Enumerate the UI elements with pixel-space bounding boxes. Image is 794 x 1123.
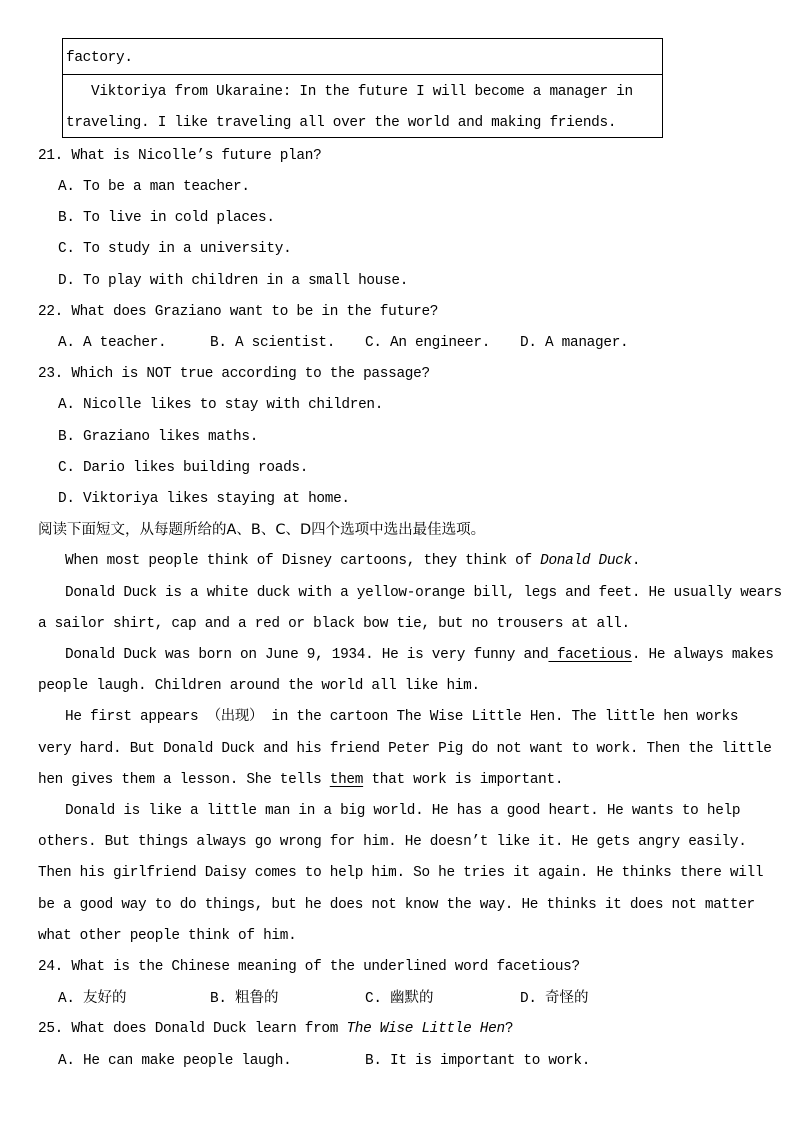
table-row-text: traveling. I like traveling all over the world and making friends. — [66, 115, 617, 131]
passage-paragraph-5-line: Then his girlfriend Daisy comes to help him. So he tries it again. He thinks there will — [38, 865, 764, 881]
passage-paragraph-2-line: a sailor shirt, cap and a red or black bow tie, but no trousers at all. — [38, 616, 630, 632]
q22-option-d[interactable]: D. A manager. — [520, 335, 629, 351]
passage-paragraph-5-line: Donald is like a little man in a big world. He has a good heart. He wants to help — [65, 803, 741, 819]
q21-option-c[interactable]: C. To study in a university. — [58, 241, 292, 257]
underlined-word-them: them — [329, 772, 364, 788]
q25-option-b[interactable]: B. It is important to work. — [365, 1053, 591, 1069]
passage-paragraph-4-line: He first appears （出现） in the cartoon The Wise Little Hen. The little hen works — [65, 709, 739, 725]
passage-paragraph-1: When most people think of Disney cartoons, they think of Donald Duck. — [65, 553, 641, 569]
underlined-word-facetious: facetious — [548, 647, 632, 663]
table-row-text: Viktoriya from Ukaraine: In the future I will become a manager in — [66, 84, 633, 100]
question-25-stem: 25. What does Donald Duck learn from The Wise Little Hen? — [38, 1021, 514, 1037]
passage-paragraph-5-line: what other people think of him. — [38, 928, 297, 944]
q21-option-b[interactable]: B. To live in cold places. — [58, 210, 275, 226]
question-23-stem: 23. Which is NOT true according to the passage? — [38, 366, 430, 382]
q23-option-a[interactable]: A. Nicolle likes to stay with children. — [58, 397, 384, 413]
q22-option-a[interactable]: A. A teacher. — [58, 335, 167, 351]
question-24-stem: 24. What is the Chinese meaning of the underlined word facetious? — [38, 959, 580, 975]
table-row-text: factory. — [66, 50, 133, 66]
passage-paragraph-4-line: very hard. But Donald Duck and his friend Peter Pig do not want to work. Then the little — [38, 741, 772, 757]
passage-paragraph-2-line: Donald Duck is a white duck with a yellow-orange bill, legs and feet. He usually wears — [65, 585, 782, 601]
q22-option-c[interactable]: C. An engineer. — [365, 335, 491, 351]
reading-instruction: 阅读下面短文，从每题所给的A、B、C、D四个选项中选出最佳选项。 — [38, 522, 486, 538]
table-divider — [63, 74, 662, 75]
q21-option-a[interactable]: A. To be a man teacher. — [58, 179, 250, 195]
q21-option-d[interactable]: D. To play with children in a small house. — [58, 273, 409, 289]
question-21-stem: 21. What is Nicolle’s future plan? — [38, 148, 322, 164]
title-donald-duck: Donald Duck — [540, 553, 632, 569]
q24-option-a[interactable]: A. 友好的 — [58, 990, 127, 1007]
q24-option-b[interactable]: B. 粗鲁的 — [210, 990, 279, 1007]
q23-option-d[interactable]: D. Viktoriya likes staying at home. — [58, 491, 350, 507]
passage-paragraph-5-line: be a good way to do things, but he does not know the way. He thinks it does not matter — [38, 897, 755, 913]
question-22-stem: 22. What does Graziano want to be in the future? — [38, 304, 439, 320]
q25-option-a[interactable]: A. He can make people laugh. — [58, 1053, 292, 1069]
q22-option-b[interactable]: B. A scientist. — [210, 335, 336, 351]
passage-paragraph-4-line: hen gives them a lesson. She tells them that work is important. — [38, 772, 564, 788]
passage-paragraph-3-line: people laugh. Children around the world all like him. — [38, 678, 480, 694]
q23-option-c[interactable]: C. Dario likes building roads. — [58, 460, 309, 476]
passage-table — [62, 38, 663, 138]
q24-option-d[interactable]: D. 奇怪的 — [520, 990, 589, 1007]
q24-option-c[interactable]: C. 幽默的 — [365, 990, 434, 1007]
passage-paragraph-3-line: Donald Duck was born on June 9, 1934. He is very funny and facetious. He always makes — [65, 647, 774, 663]
title-wise-little-hen: The Wise Little Hen — [346, 1021, 505, 1037]
q23-option-b[interactable]: B. Graziano likes maths. — [58, 429, 259, 445]
passage-paragraph-5-line: others. But things always go wrong for him. He doesn’t like it. He gets angry easily. — [38, 834, 747, 850]
